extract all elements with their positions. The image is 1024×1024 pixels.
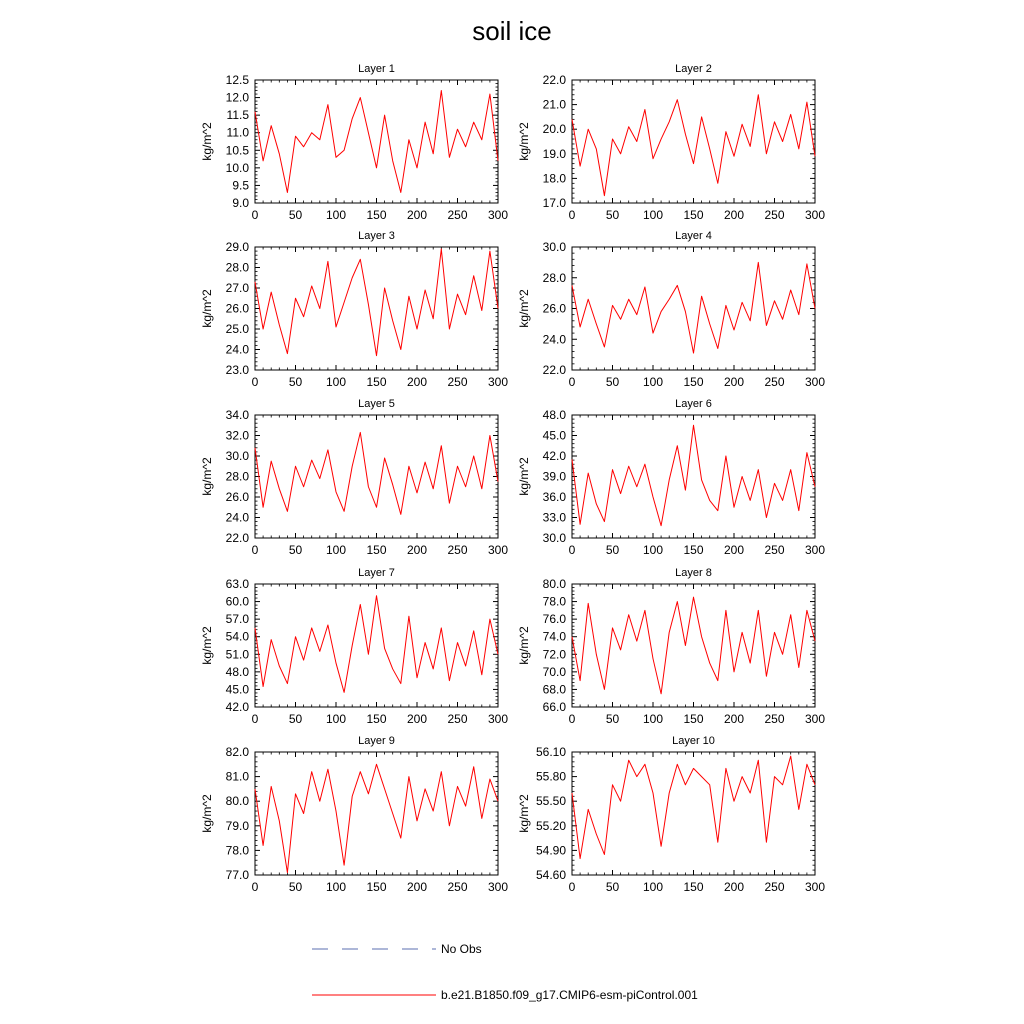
y-tick-label: 28.0 [225, 260, 249, 275]
panel-layer-5 [200, 398, 508, 557]
y-tick-label: 21.0 [542, 97, 566, 112]
panel-frame [255, 752, 498, 875]
x-tick-label: 150 [366, 375, 387, 389]
y-tick-label: 48.0 [542, 408, 566, 422]
y-tick-label: 42.0 [542, 449, 566, 463]
y-tick-label: 11.0 [226, 125, 249, 140]
panel-title: Layer 7 [358, 567, 395, 579]
y-tick-label: 66.0 [542, 700, 566, 714]
panel-layer-3 [200, 230, 508, 389]
x-tick-label: 300 [487, 880, 509, 894]
y-tick-label: 26.0 [225, 490, 249, 504]
y-tick-label: 45.0 [542, 428, 566, 443]
x-tick-label: 50 [605, 375, 620, 389]
y-tick-label: 26.0 [225, 301, 249, 316]
y-tick-label: 57.0 [225, 612, 249, 627]
series-line [572, 597, 815, 694]
y-tick-label: 39.0 [542, 469, 566, 484]
y-tick-label: 74.0 [542, 629, 566, 644]
panel-layer-7 [200, 567, 508, 726]
panel-layer-8 [517, 567, 825, 726]
y-axis-label: kg/m^2 [200, 626, 214, 665]
page-title: soil ice [472, 16, 552, 46]
x-tick-label: 250 [764, 712, 785, 726]
panel-title: Layer 6 [675, 398, 712, 410]
y-tick-label: 9.0 [232, 196, 249, 210]
y-tick-label: 68.0 [542, 682, 566, 697]
y-tick-label: 20.0 [542, 122, 566, 137]
y-tick-label: 30.0 [542, 240, 566, 254]
x-tick-label: 250 [764, 880, 785, 894]
y-tick-label: 55.50 [535, 794, 566, 809]
panel-title: Layer 9 [358, 735, 395, 747]
x-tick-label: 100 [325, 543, 347, 557]
series-line [572, 425, 815, 525]
x-tick-label: 0 [568, 208, 576, 222]
y-tick-label: 79.0 [225, 818, 249, 833]
x-tick-label: 150 [683, 543, 704, 557]
y-axis-label: kg/m^2 [517, 794, 531, 833]
x-tick-label: 50 [288, 208, 303, 222]
y-tick-label: 30.0 [225, 449, 249, 463]
x-tick-label: 0 [251, 208, 259, 222]
y-tick-label: 26.0 [542, 301, 566, 316]
y-tick-label: 80.0 [542, 577, 566, 591]
x-tick-label: 300 [804, 880, 826, 894]
x-tick-label: 150 [683, 712, 704, 726]
x-tick-label: 200 [406, 880, 428, 894]
x-tick-label: 0 [251, 543, 259, 557]
y-tick-label: 63.0 [225, 577, 249, 591]
x-tick-label: 0 [251, 375, 259, 389]
panel-frame [572, 415, 815, 538]
x-tick-label: 150 [366, 712, 387, 726]
y-tick-label: 82.0 [225, 745, 249, 759]
panel-title: Layer 3 [358, 230, 395, 242]
x-tick-label: 0 [568, 880, 576, 894]
y-axis-label: kg/m^2 [517, 457, 531, 496]
y-tick-label: 80.0 [225, 794, 249, 809]
y-tick-label: 29.0 [225, 240, 249, 254]
panel-title: Layer 4 [675, 230, 712, 242]
series-line [255, 432, 498, 514]
x-tick-label: 250 [447, 543, 468, 557]
x-tick-label: 200 [406, 375, 428, 389]
x-tick-label: 250 [447, 208, 468, 222]
y-tick-label: 22.0 [542, 363, 566, 377]
x-tick-label: 200 [723, 375, 745, 389]
x-tick-label: 100 [325, 375, 347, 389]
y-tick-label: 17.0 [542, 196, 566, 210]
x-tick-label: 200 [723, 208, 745, 222]
y-axis-label: kg/m^2 [200, 122, 214, 161]
y-tick-label: 9.5 [232, 178, 249, 193]
panel-layer-2 [517, 63, 825, 222]
y-tick-label: 24.0 [225, 510, 249, 525]
panel-frame [255, 584, 498, 707]
y-tick-label: 60.0 [225, 594, 249, 609]
x-tick-label: 50 [605, 543, 620, 557]
x-tick-label: 200 [723, 712, 745, 726]
y-tick-label: 78.0 [225, 843, 249, 858]
y-tick-label: 56.10 [535, 745, 566, 759]
x-tick-label: 200 [723, 543, 745, 557]
x-tick-label: 150 [366, 880, 387, 894]
y-tick-label: 51.0 [225, 647, 249, 662]
x-tick-label: 300 [804, 375, 826, 389]
x-tick-label: 150 [366, 208, 387, 222]
series-line [572, 95, 815, 196]
x-tick-label: 150 [683, 375, 704, 389]
y-axis-label: kg/m^2 [200, 289, 214, 328]
x-tick-label: 100 [325, 208, 347, 222]
x-tick-label: 150 [366, 543, 387, 557]
y-tick-label: 22.0 [542, 73, 566, 87]
series-line [255, 596, 498, 693]
y-tick-label: 42.0 [225, 700, 249, 714]
y-tick-label: 12.5 [225, 73, 249, 87]
x-tick-label: 50 [288, 712, 303, 726]
x-tick-label: 250 [764, 543, 785, 557]
y-axis-label: kg/m^2 [517, 122, 531, 161]
panel-frame [572, 752, 815, 875]
x-tick-label: 300 [487, 208, 509, 222]
panel-title: Layer 1 [358, 63, 395, 75]
x-tick-label: 100 [642, 208, 664, 222]
y-tick-label: 12.0 [225, 90, 249, 105]
x-tick-label: 50 [288, 880, 303, 894]
x-tick-label: 50 [605, 712, 620, 726]
x-tick-label: 150 [683, 880, 704, 894]
x-tick-label: 250 [447, 375, 468, 389]
y-tick-label: 48.0 [225, 664, 249, 679]
panel-layer-9 [200, 735, 508, 894]
y-tick-label: 72.0 [542, 647, 566, 662]
x-tick-label: 250 [447, 712, 468, 726]
y-tick-label: 18.0 [542, 171, 566, 186]
x-tick-label: 300 [804, 543, 826, 557]
y-tick-label: 23.0 [225, 363, 249, 377]
y-axis-label: kg/m^2 [200, 457, 214, 496]
y-tick-label: 54.0 [225, 629, 249, 644]
x-tick-label: 250 [764, 208, 785, 222]
x-tick-label: 0 [251, 712, 259, 726]
y-tick-label: 19.0 [542, 146, 566, 161]
x-tick-label: 100 [642, 543, 664, 557]
series-line [255, 91, 498, 193]
y-tick-label: 33.0 [542, 510, 566, 525]
x-tick-label: 50 [605, 880, 620, 894]
y-axis-label: kg/m^2 [517, 626, 531, 665]
y-tick-label: 54.60 [535, 868, 566, 882]
x-tick-label: 300 [487, 543, 509, 557]
y-axis-label: kg/m^2 [517, 289, 531, 328]
x-tick-label: 200 [406, 712, 428, 726]
panel-title: Layer 8 [675, 567, 712, 579]
series-line [572, 262, 815, 353]
x-tick-label: 300 [487, 712, 509, 726]
x-tick-label: 300 [804, 208, 826, 222]
legend-label-model: b.e21.B1850.f09_g17.CMIP6-esm-piControl.001 [441, 988, 698, 1002]
panel-layer-6 [517, 398, 825, 557]
panel-layer-10 [517, 735, 825, 894]
x-tick-label: 300 [487, 375, 509, 389]
y-tick-label: 27.0 [225, 281, 249, 295]
y-tick-label: 28.0 [542, 270, 566, 285]
y-tick-label: 78.0 [542, 594, 566, 609]
y-tick-label: 10.0 [225, 160, 249, 175]
x-tick-label: 100 [642, 880, 664, 894]
y-tick-label: 11.5 [226, 108, 249, 123]
x-tick-label: 100 [325, 712, 347, 726]
y-tick-label: 81.0 [225, 769, 249, 784]
y-tick-label: 34.0 [225, 408, 249, 422]
y-axis-label: kg/m^2 [200, 794, 214, 833]
x-tick-label: 300 [804, 712, 826, 726]
panel-title: Layer 2 [675, 63, 712, 75]
x-tick-label: 0 [251, 880, 259, 894]
panel-title: Layer 5 [358, 398, 395, 410]
y-tick-label: 32.0 [225, 428, 249, 443]
y-tick-label: 76.0 [542, 612, 566, 627]
x-tick-label: 100 [642, 712, 664, 726]
series-line [255, 249, 498, 356]
x-tick-label: 200 [406, 543, 428, 557]
panel-layer-1 [200, 63, 508, 222]
y-tick-label: 70.0 [542, 664, 566, 679]
y-tick-label: 25.0 [225, 322, 249, 336]
x-tick-label: 200 [723, 880, 745, 894]
y-tick-label: 24.0 [225, 342, 249, 357]
x-tick-label: 50 [605, 208, 620, 222]
y-tick-label: 54.90 [535, 843, 566, 858]
x-tick-label: 50 [288, 375, 303, 389]
x-tick-label: 100 [325, 880, 347, 894]
x-tick-label: 150 [683, 208, 704, 222]
x-tick-label: 200 [406, 208, 428, 222]
y-tick-label: 24.0 [542, 332, 566, 347]
panel-frame [572, 80, 815, 203]
series-line [255, 764, 498, 872]
y-tick-label: 55.80 [535, 769, 566, 784]
y-tick-label: 22.0 [225, 531, 249, 545]
panel-layer-4 [517, 230, 825, 389]
y-tick-label: 10.5 [225, 143, 249, 158]
y-tick-label: 28.0 [225, 469, 249, 484]
panel-title: Layer 10 [672, 735, 715, 747]
panel-frame [255, 80, 498, 203]
y-tick-label: 36.0 [542, 490, 566, 504]
y-tick-label: 45.0 [225, 682, 249, 697]
x-tick-label: 0 [568, 712, 576, 726]
series-line [572, 756, 815, 859]
y-tick-label: 55.20 [535, 818, 566, 833]
x-tick-label: 50 [288, 543, 303, 557]
x-tick-label: 0 [568, 543, 576, 557]
x-tick-label: 100 [642, 375, 664, 389]
x-tick-label: 0 [568, 375, 576, 389]
y-tick-label: 77.0 [225, 868, 249, 882]
x-tick-label: 250 [447, 880, 468, 894]
panel-frame [572, 584, 815, 707]
legend-label-no-obs: No Obs [441, 942, 482, 956]
y-tick-label: 30.0 [542, 531, 566, 545]
x-tick-label: 250 [764, 375, 785, 389]
